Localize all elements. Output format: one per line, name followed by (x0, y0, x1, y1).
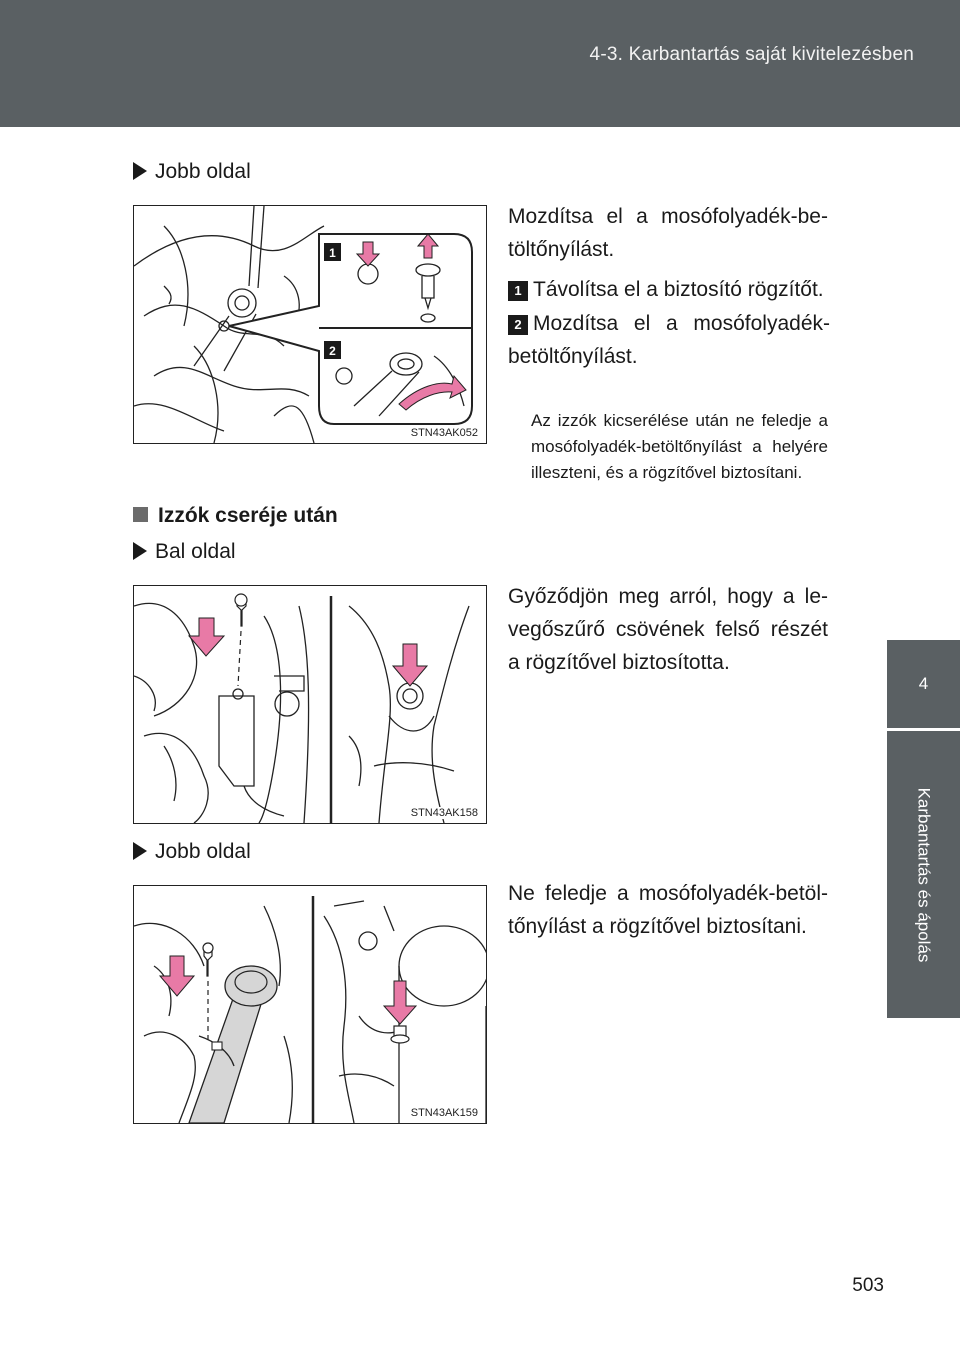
subheading-right-side-2: Jobb oldal (133, 840, 251, 864)
instruction-paragraph-3: Ne feledje a mosófolyadék-betöltőnyílást a rögzítővel biztosítani. (508, 882, 828, 938)
step-1: 1 Távolítsa el a biztosító rögzítőt. (508, 273, 830, 306)
engine-bay-illustration-1 (134, 206, 486, 443)
arrow-down-icon (160, 956, 194, 996)
instruction-paragraph-1: Mozdítsa el a mosófolyadék-betöltőnyílást. (508, 205, 828, 261)
svg-text:1: 1 (329, 246, 336, 260)
arrow-down-icon (384, 981, 416, 1024)
chapter-tab-label-wrap (887, 731, 960, 1018)
figure-code: STN43AK158 (410, 807, 478, 819)
triangle-bullet-icon (133, 542, 147, 560)
chapter-tab[interactable] (887, 640, 960, 1018)
figure-code: STN43AK052 (410, 427, 478, 439)
instruction-paragraph-2: Győződjön meg arról, hogy a levegőszűrő csövének felső részét a rögzítővel biztosította. (508, 585, 828, 674)
arrow-down-icon (189, 618, 224, 656)
chapter-title: 4-3. Karbantartás saját kivitelezésben (589, 44, 914, 65)
subheading-left-side: Bal oldal (133, 540, 236, 564)
note-paragraph: Az izzók kicserélése után ne feledje a mosófolyadék-betöltőnyílást a helyére illeszteni, és a rögzítővel biztosítani. (531, 411, 828, 482)
triangle-bullet-icon (133, 162, 147, 180)
arrow-down-icon (393, 644, 427, 686)
chapter-tab-label: Karbantartás és ápolás (914, 787, 934, 962)
page-header (0, 0, 960, 127)
page-number: 503 (852, 1275, 884, 1296)
step-number-badge: 1 (508, 281, 528, 301)
figure-washer-clip (133, 885, 487, 1124)
figure-air-filter-clip (133, 585, 487, 824)
triangle-bullet-icon (133, 842, 147, 860)
square-bullet-icon (133, 507, 148, 522)
figure-code: STN43AK159 (410, 1107, 478, 1119)
step-2: 2 Mozdítsa el a mosófolyadék-betöltőnyílást. (508, 312, 830, 368)
step-number-badge: 2 (508, 315, 528, 335)
engine-bay-illustration-2 (134, 586, 486, 823)
subheading-right-side-1: Jobb oldal (133, 160, 251, 184)
chapter-tab-number: 4 (918, 674, 929, 693)
section-heading: Izzók cseréje után (133, 504, 338, 528)
engine-bay-illustration-3 (134, 886, 486, 1123)
svg-text:2: 2 (329, 344, 336, 358)
figure-washer-inlet (133, 205, 487, 444)
